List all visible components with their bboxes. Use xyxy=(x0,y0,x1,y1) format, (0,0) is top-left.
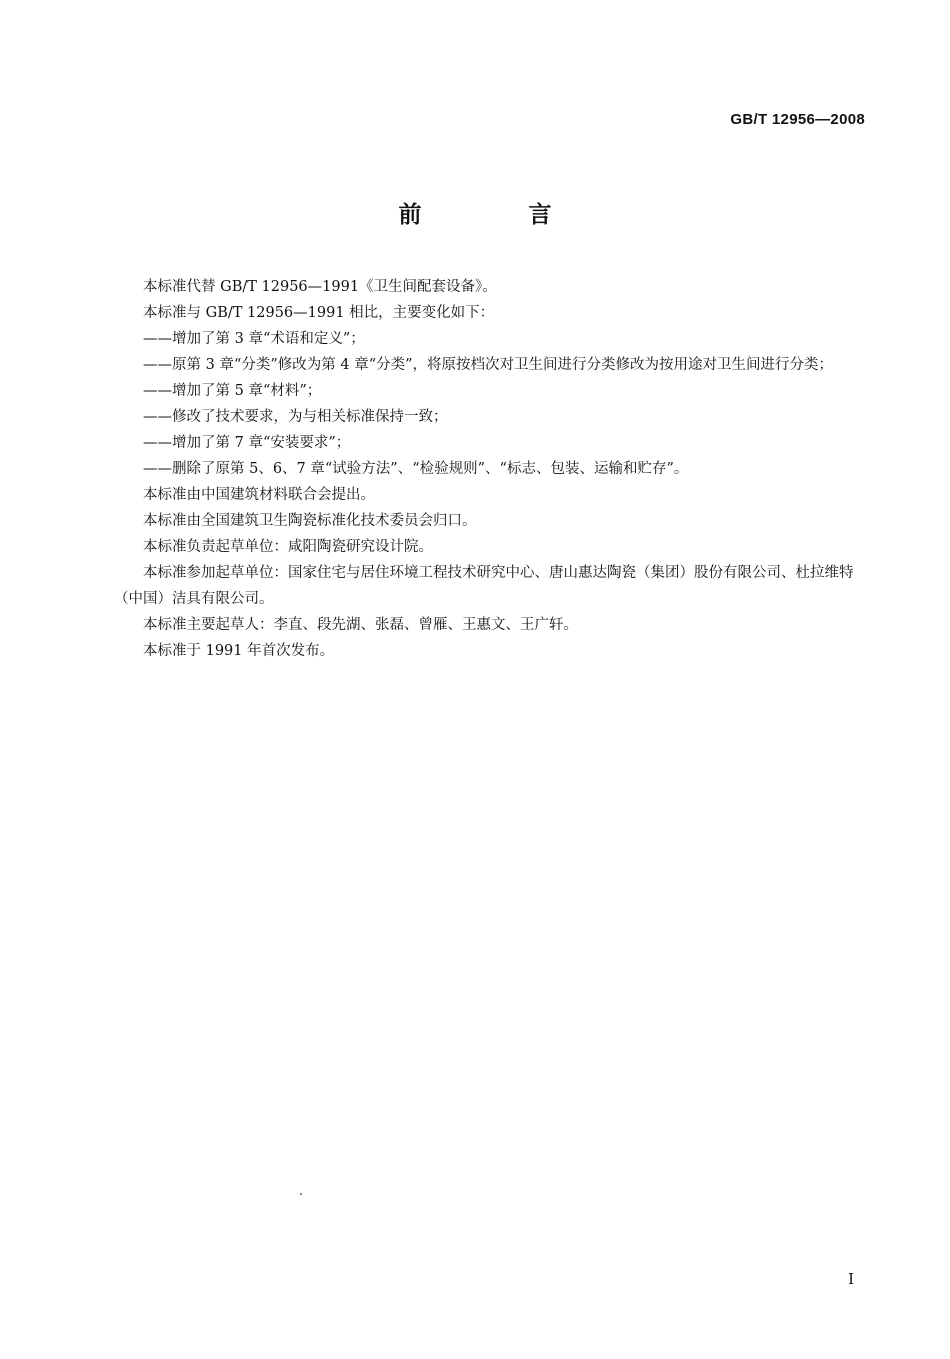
paragraph-first-published: 本标准于 1991 年首次发布。 xyxy=(143,643,335,659)
foreword-body xyxy=(114,274,866,664)
change-item: ——删除了原第 5、6、7 章“试验方法”、“检验规则”、“标志、包装、运输和贮存”。 xyxy=(143,461,689,477)
paragraph-changes-intro: 本标准与 GB/T 12956—1991 相比，主要变化如下： xyxy=(143,305,495,321)
change-item: ——增加了第 7 章“安装要求”； xyxy=(143,435,351,451)
change-item: ——增加了第 3 章“术语和定义”； xyxy=(143,331,365,347)
paragraph-replaces: 本标准代替 GB/T 12956—1991《卫生间配套设备》。 xyxy=(143,279,497,295)
paragraph-proposed-by: 本标准由中国建筑材料联合会提出。 xyxy=(143,487,375,503)
standard-code: GB/T 12956—2008 xyxy=(730,111,865,128)
change-item: ——修改了技术要求，为与相关标准保持一致； xyxy=(143,409,448,425)
paragraph-drafting-unit: 本标准负责起草单位：咸阳陶瓷研究设计院。 xyxy=(143,539,433,555)
change-item: ——增加了第 5 章“材料”； xyxy=(143,383,322,399)
scan-speck xyxy=(300,1193,302,1195)
paragraph-participating-units: 本标准参加起草单位：国家住宅与居住环境工程技术研究中心、唐山惠达陶瓷（集团）股份有限公司、杜拉维特（中国）洁具有限公司。 xyxy=(114,565,854,607)
paragraph-drafters: 本标准主要起草人：李直、段先湖、张磊、曾雁、王惠文、王广轩。 xyxy=(143,617,578,633)
page-title: 前 言 xyxy=(398,202,594,228)
page-number: I xyxy=(848,1270,854,1288)
change-item: ——原第 3 章“分类”修改为第 4 章“分类”，将原按档次对卫生间进行分类修改为按用途对卫生间进行分类； xyxy=(143,357,834,373)
paragraph-administered-by: 本标准由全国建筑卫生陶瓷标准化技术委员会归口。 xyxy=(143,513,477,529)
